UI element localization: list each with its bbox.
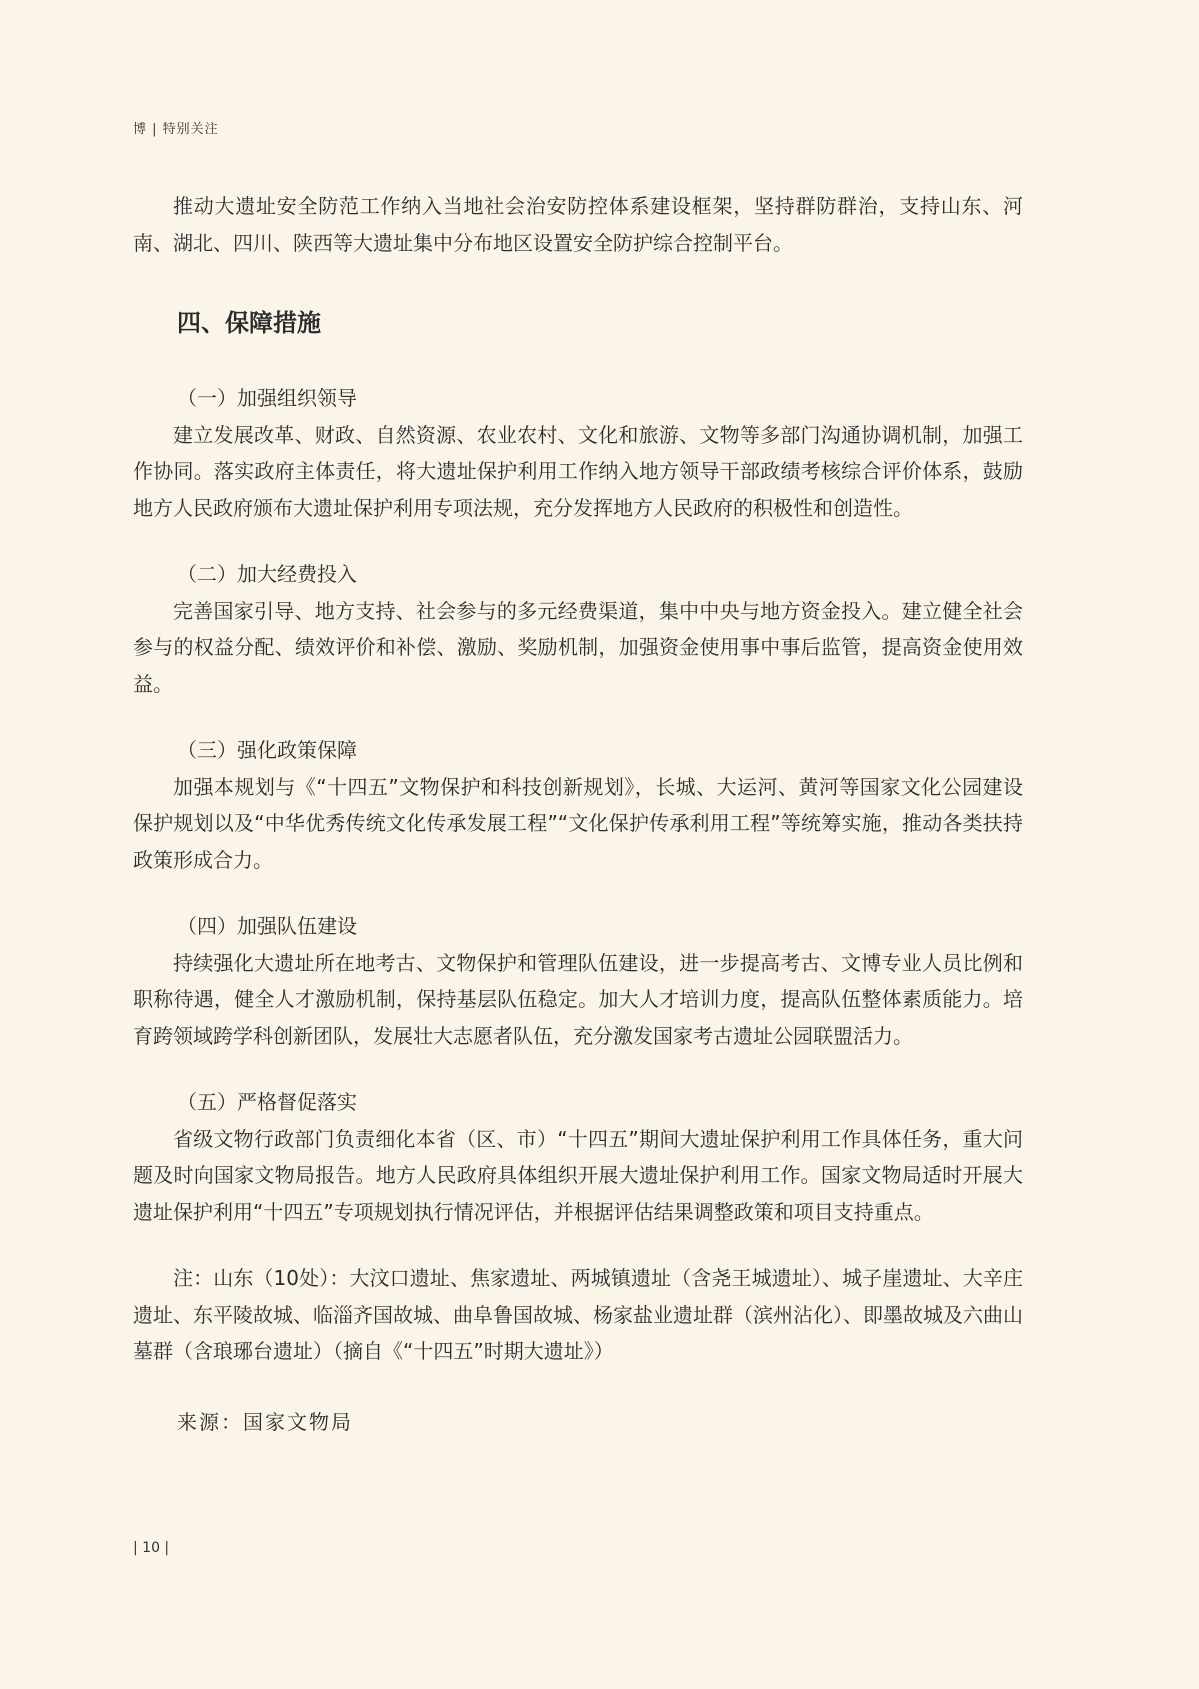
subsection-body: 完善国家引导、地方支持、社会参与的多元经费渠道，集中中央与地方资金投入。建立健全社会参与的权益分配、绩效评价和补偿、激励、奖励机制，加强资金使用事中事后监管，提高资金使用效益。: [133, 598, 1023, 696]
running-header: 博 | 特别关注: [133, 122, 219, 137]
spacer: [133, 1230, 1023, 1260]
intro-paragraph: 推动大遗址安全防范工作纳入当地社会治安防控体系建设框架，坚持群防群治，支持山东、河南、湖北、四川、陕西等大遗址集中分布地区设置安全防护综合控制平台。: [133, 194, 1023, 255]
spacer: [133, 1370, 1023, 1406]
spacer: [133, 878, 1023, 908]
subsection-5: [133, 1084, 1023, 1230]
subsection-body: 建立发展改革、财政、自然资源、农业农村、文化和旅游、文物等多部门沟通协调机制，加强工作协同。落实政府主体责任，将大遗址保护利用工作纳入地方领导干部政绩考核综合评价体系，鼓励地方人民政府颁布大遗址保护利用专项法规，充分发挥地方人民政府的积极性和创造性。: [133, 422, 1023, 520]
article-body: [133, 188, 1023, 1435]
subsection-body: 省级文物行政部门负责细化本省（区、市）“十四五”期间大遗址保护利用工作具体任务，重大问题及时向国家文物局报告。地方人民政府具体组织开展大遗址保护利用工作。国家文物局适时开展大遗址保护利用“十四五”专项规划执行情况评估，并根据评估结果调整政策和项目支持重点。: [133, 1126, 1023, 1224]
subsection-1: [133, 380, 1023, 526]
subsection-3: [133, 732, 1023, 878]
subsection-4: [133, 908, 1023, 1054]
subsection-body: 加强本规划与《“十四五”文物保护和科技创新规划》，长城、大运河、黄河等国家文化公园建设保护规划以及“中华优秀传统文化传承发展工程”“文化保护传承利用工程”等统筹实施，推动各类扶持政策形成合力。: [133, 774, 1023, 872]
spacer: [133, 338, 1023, 380]
page-number: | 10 |: [133, 1540, 170, 1556]
subsection-heading: （一）加强组织领导: [177, 386, 357, 410]
subsection-heading: （四）加强队伍建设: [177, 914, 357, 938]
subsection-2: [133, 556, 1023, 702]
section-title: 四、保障措施: [177, 309, 321, 337]
source-line: 来源：国家文物局: [177, 1409, 353, 1434]
subsection-heading: （二）加大经费投入: [177, 562, 357, 586]
spacer: [133, 526, 1023, 556]
note-paragraph: 注：山东（10处）：大汶口遗址、焦家遗址、两城镇遗址（含尧王城遗址）、城子崖遗址、大辛庄遗址、东平陵故城、临淄齐国故城、曲阜鲁国故城、杨家盐业遗址群（滨州沾化）、即墨故城及六曲山墓群（含琅琊台遗址）（摘自《“十四五”时期大遗址》）: [133, 1266, 1023, 1363]
subsection-heading: （五）严格督促落实: [177, 1090, 357, 1114]
spacer: [133, 702, 1023, 732]
spacer: [133, 1054, 1023, 1084]
subsection-body: 持续强化大遗址所在地考古、文物保护和管理队伍建设，进一步提高考古、文博专业人员比例和职称待遇，健全人才激励机制，保持基层队伍稳定。加大人才培训力度，提高队伍整体素质能力。培育跨领域跨学科创新团队，发展壮大志愿者队伍，充分激发国家考古遗址公园联盟活力。: [133, 950, 1023, 1048]
subsection-heading: （三）强化政策保障: [177, 738, 357, 762]
spacer: [133, 261, 1023, 303]
